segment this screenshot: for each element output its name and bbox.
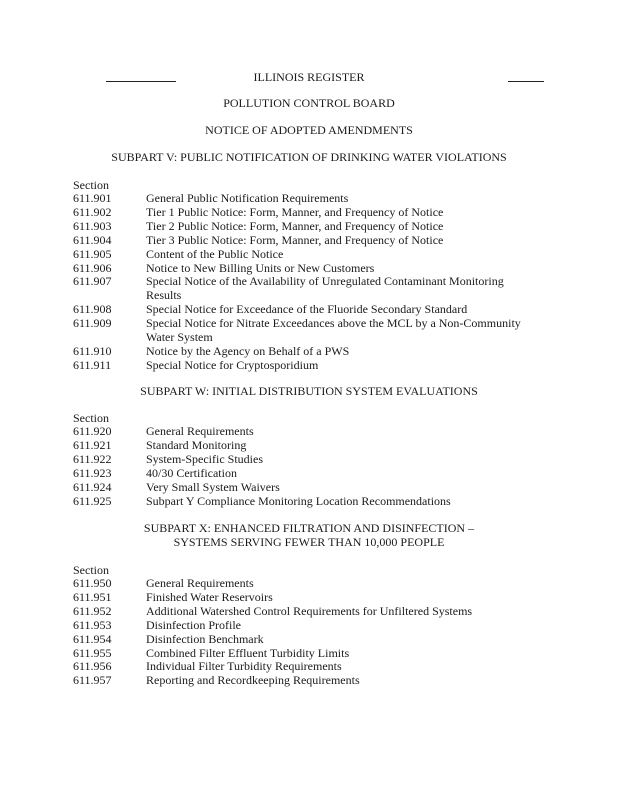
section-title: Special Notice for Cryptosporidium [146, 357, 319, 372]
section-number: 611.925 [73, 493, 112, 508]
section-title: Content of the Public Notice [146, 246, 284, 261]
section-number: 611.954 [73, 631, 112, 646]
section-title: Individual Filter Turbidity Requirements [146, 659, 342, 674]
section-number: 611.908 [73, 302, 112, 317]
subpart-v-heading [40, 150, 578, 164]
section-number: 611.903 [73, 218, 112, 233]
section-title: Subpart Y Compliance Monitoring Location Recommendations [146, 493, 451, 508]
section-number: 611.951 [73, 589, 112, 604]
section-title: Disinfection Benchmark [146, 631, 264, 646]
section-title: General Public Notification Requirements [146, 191, 349, 205]
section-number: 611.906 [73, 260, 112, 275]
section-number: 611.924 [73, 479, 112, 494]
section-title: General Requirements [146, 576, 254, 590]
toc-row [73, 605, 553, 619]
section-title: Tier 2 Public Notice: Form, Manner, and Frequency of Notice [146, 218, 444, 233]
toc-row [73, 220, 553, 234]
toc-row [73, 262, 553, 276]
subpart-heading-line-2: SYSTEMS SERVING FEWER THAN 10,000 PEOPLE [173, 535, 445, 549]
board-name: POLLUTION CONTROL BOARD [223, 96, 395, 110]
section-number: 611.904 [73, 232, 112, 247]
section-number: 611.952 [73, 603, 112, 618]
toc-row [73, 467, 553, 481]
section-number: 611.911 [73, 357, 112, 372]
toc-row [73, 577, 553, 591]
toc-row [73, 303, 553, 317]
section-label: Section [73, 411, 109, 425]
section-title: Additional Watershed Control Requirements for Unfiltered Systems [146, 603, 473, 618]
toc-row [73, 674, 553, 688]
toc-row [73, 345, 553, 359]
subpart-heading-line: SUBPART V: PUBLIC NOTIFICATION OF DRINKING WATER VIOLATIONS [111, 150, 507, 164]
toc-row [73, 647, 553, 661]
section-title: 40/30 Certification [146, 465, 237, 480]
section-title: Notice by the Agency on Behalf of a PWS [146, 343, 350, 358]
section-number: 611.922 [73, 451, 112, 466]
section-number: 611.920 [73, 424, 112, 438]
toc-row [73, 633, 553, 647]
section-title: General Requirements [146, 424, 254, 438]
section-number: 611.909 [73, 316, 112, 331]
toc-row [73, 439, 553, 453]
section-label: Section [73, 178, 109, 192]
toc-row [73, 619, 553, 633]
section-title: Special Notice for Exceedance of the Fluoride Secondary Standard [146, 302, 468, 317]
section-label: Section [73, 563, 109, 577]
toc-row [73, 359, 553, 373]
section-title-continued: Results [146, 288, 182, 303]
section-title: Finished Water Reservoirs [146, 589, 273, 604]
section-title-continued: Water System [146, 330, 213, 345]
toc-row [73, 234, 553, 248]
subpart-heading-line: SUBPART W: INITIAL DISTRIBUTION SYSTEM EVALUATIONS [140, 384, 478, 398]
section-title: Notice to New Billing Units or New Customers [146, 260, 375, 275]
notice-heading: NOTICE OF ADOPTED AMENDMENTS [205, 123, 413, 137]
toc-row [73, 206, 553, 220]
section-number: 611.956 [73, 659, 112, 674]
section-title: Tier 3 Public Notice: Form, Manner, and Frequency of Notice [146, 232, 444, 247]
toc-row [73, 495, 553, 509]
section-number: 611.921 [73, 437, 112, 452]
subpart-w-toc [73, 425, 553, 508]
section-number: 611.957 [73, 673, 112, 688]
section-number: 611.923 [73, 465, 112, 480]
section-number: 611.902 [73, 204, 112, 219]
toc-row [73, 248, 553, 262]
toc-row [73, 192, 553, 206]
section-title: Tier 1 Public Notice: Form, Manner, and Frequency of Notice [146, 204, 444, 219]
toc-row [73, 453, 553, 467]
subpart-heading-line: SUBPART X: ENHANCED FILTRATION AND DISINFECTION – [143, 521, 475, 535]
section-title: Disinfection Profile [146, 617, 241, 632]
section-number: 611.953 [73, 617, 112, 632]
section-number: 611.910 [73, 343, 112, 358]
section-number: 611.905 [73, 246, 112, 261]
section-number: 611.955 [73, 645, 112, 660]
section-title: Special Notice for Nitrate Exceedances above the MCL by a Non-Community [146, 316, 521, 331]
section-title: Special Notice of the Availability of Unregulated Contaminant Monitoring [146, 274, 504, 289]
section-number: 611.950 [73, 576, 112, 590]
section-title: Standard Monitoring [146, 437, 247, 452]
toc-row [73, 660, 553, 674]
subpart-w-heading [40, 384, 578, 398]
toc-row [73, 275, 553, 303]
section-title: Combined Filter Effluent Turbidity Limits [146, 645, 350, 660]
section-title: System-Specific Studies [146, 451, 263, 466]
subpart-x-toc [73, 577, 553, 688]
toc-row [73, 591, 553, 605]
section-number: 611.901 [73, 191, 112, 205]
toc-row [73, 317, 553, 345]
subpart-x-heading [40, 521, 578, 549]
section-title: Very Small System Waivers [146, 479, 280, 494]
register-title: ILLINOIS REGISTER [253, 70, 365, 84]
subpart-v-toc [73, 192, 553, 373]
toc-row [73, 425, 553, 439]
section-title: Reporting and Recordkeeping Requirements [146, 673, 360, 688]
toc-row [73, 481, 553, 495]
section-number: 611.907 [73, 274, 112, 289]
